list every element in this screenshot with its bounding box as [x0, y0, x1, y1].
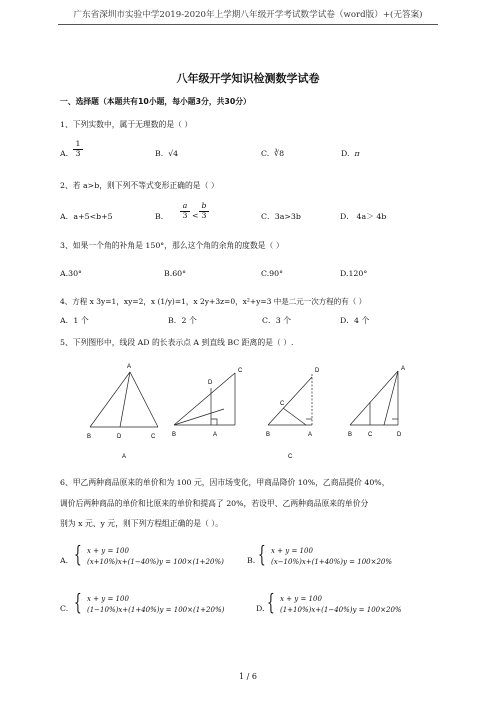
q6-a-eq2: (x+10%)x+(1−40%)y = 100×(1+20%) — [87, 558, 224, 566]
q1-option-b — [155, 149, 178, 158]
q6-c-brace: { — [74, 591, 82, 616]
figure-d — [350, 371, 398, 425]
q6-a-brace: { — [74, 543, 82, 568]
fig-d-label-b: B — [348, 432, 353, 438]
q6-d-eq1: x + y = 100 — [280, 595, 322, 603]
q2-option-a: A．a+5<b+5 — [60, 212, 113, 221]
question-6-line-1: 6、甲乙两种商品原来的单价和为 100 元，因市场变化，甲商品降价 10%，乙商品提价 40%， — [60, 478, 390, 487]
q6-a-eq1: x + y = 100 — [87, 547, 129, 555]
fig-d-label-c: C — [368, 432, 373, 438]
q1-b-expr: √4 — [168, 149, 179, 158]
q2-b-den-2: 3 — [201, 210, 207, 220]
q1-c-label: C. — [261, 149, 270, 158]
q6-b-eq2: (x−10%)x+(1+40%)y = 100×20% — [271, 558, 393, 566]
q3-option-d: D.120° — [340, 269, 368, 278]
q1-c-expr: ∛8 — [274, 149, 285, 158]
q6-b-brace: { — [258, 543, 266, 568]
q1-option-c — [261, 149, 284, 158]
question-4-stem: 4、方程 x 3y=1，xy=2，x (1/y)=1，x 2y+3z=0，x²+y=3 中是二元一次方程的有（ ） — [60, 297, 367, 306]
section-heading: 一、选择题（本题共有10小题，每小题3分，共30分） — [60, 97, 251, 106]
q1-option-a-label: A. — [60, 149, 69, 158]
fig-d-label-d: D — [397, 432, 402, 438]
q6-b-eq1: x + y = 100 — [271, 547, 313, 555]
question-5-stem: 5、下列图形中，线段 AD 的长表示点 A 到直线 BC 距离的是（ ）. — [60, 338, 294, 347]
fig-b-label-d: D — [208, 380, 213, 386]
q6-option-a-system — [74, 543, 224, 568]
header-rule — [58, 24, 438, 25]
fig-c-label-a: A — [308, 432, 313, 438]
fig-a-label-c: C — [151, 434, 156, 440]
question-6-line-3: 别为 x 元、y 元，则下列方程组正确的是（ ）。 — [60, 519, 223, 528]
fig-c-caption: C — [288, 454, 293, 460]
q6-option-a-label: A. — [60, 556, 69, 565]
figure-a — [90, 372, 158, 427]
fig-c-label-b: B — [266, 432, 271, 438]
question-2-stem: 2、若 a>b，则下列不等式变形正确的是（ ） — [60, 181, 219, 190]
figure-c — [268, 373, 312, 425]
q6-option-c-label: C. — [60, 604, 69, 613]
q3-option-c: C.90° — [261, 269, 283, 278]
fig-b-label-b: B — [172, 432, 177, 438]
figure-b — [174, 373, 235, 425]
q2-b-num-1: a — [180, 202, 190, 212]
fig-a-label-b: B — [87, 434, 92, 440]
q1-a-denominator: 3 — [75, 148, 81, 158]
fig-a-label-d: D — [117, 434, 122, 440]
q1-d-label: D. — [341, 149, 350, 158]
q2-b-num-2: b — [199, 202, 209, 212]
q4-option-d: D．4 个 — [340, 316, 370, 325]
q2-option-c: C．3a>3b — [261, 212, 301, 221]
question-1-stem: 1、下列实数中，属于无理数的是（ ） — [60, 120, 193, 129]
fig-c-label-d: D — [315, 368, 320, 374]
document-title: 八年级开学知识检测数学试卷 — [176, 72, 320, 85]
page-header: 广东省深圳市实验中学2019-2020年上学期八年级开学考试数学试卷（word版）+(无答案) — [73, 10, 423, 20]
fig-b-label-a: A — [213, 432, 218, 438]
q1-option-a-fraction — [73, 140, 83, 159]
question-6-line-2: 调价后两种商品的单价和比原来的单价和提高了 20%，若设甲、乙两种商品原来的单价分 — [60, 499, 369, 508]
fig-b-label-c: C — [238, 368, 243, 374]
q2-b-fraction-1 — [180, 202, 190, 221]
q6-option-c-system — [74, 591, 225, 616]
q4-option-a: A．1 个 — [60, 316, 89, 325]
q2-b-fraction-2 — [199, 202, 209, 221]
q6-option-b-system — [258, 543, 393, 568]
q5-figures — [0, 355, 496, 465]
q2-b-operator: < — [192, 211, 199, 220]
q3-option-b: B.60° — [164, 269, 187, 278]
q1-d-expr: π — [354, 149, 360, 158]
q2-option-d: D． 4a＞ 4b — [340, 212, 387, 221]
q3-option-a: A.30° — [60, 269, 82, 278]
question-3-stem: 3、如果一个角的补角是 150°，那么这个角的余角的度数是（ ） — [60, 241, 284, 250]
q1-a-numerator: 1 — [73, 140, 83, 150]
q6-d-brace: { — [267, 591, 275, 616]
q2-b-den-1: 3 — [182, 210, 188, 220]
fig-a-caption: A — [122, 454, 127, 460]
q6-d-eq2: (1+10%)x+(1−40%)y = 100×20% — [280, 606, 402, 614]
page-number: 1 / 6 — [239, 672, 257, 681]
fig-c-label-c: C — [280, 401, 285, 407]
q6-c-eq2: (1−10%)x+(1+40%)y = 100×(1+20%) — [87, 606, 225, 614]
q6-option-d-system — [267, 591, 402, 616]
q4-option-c: C．3 个 — [262, 316, 291, 325]
q6-option-d-label: D. — [256, 604, 265, 613]
q1-option-d — [341, 149, 360, 158]
fig-a-label-a: A — [127, 364, 132, 370]
q2-option-b-label: B． — [155, 212, 169, 221]
q1-b-label: B. — [155, 149, 164, 158]
fig-d-label-a: A — [401, 366, 406, 372]
q4-option-b: B．2 个 — [168, 316, 197, 325]
q6-option-b-label: B. — [247, 556, 256, 565]
q6-c-eq1: x + y = 100 — [87, 595, 129, 603]
